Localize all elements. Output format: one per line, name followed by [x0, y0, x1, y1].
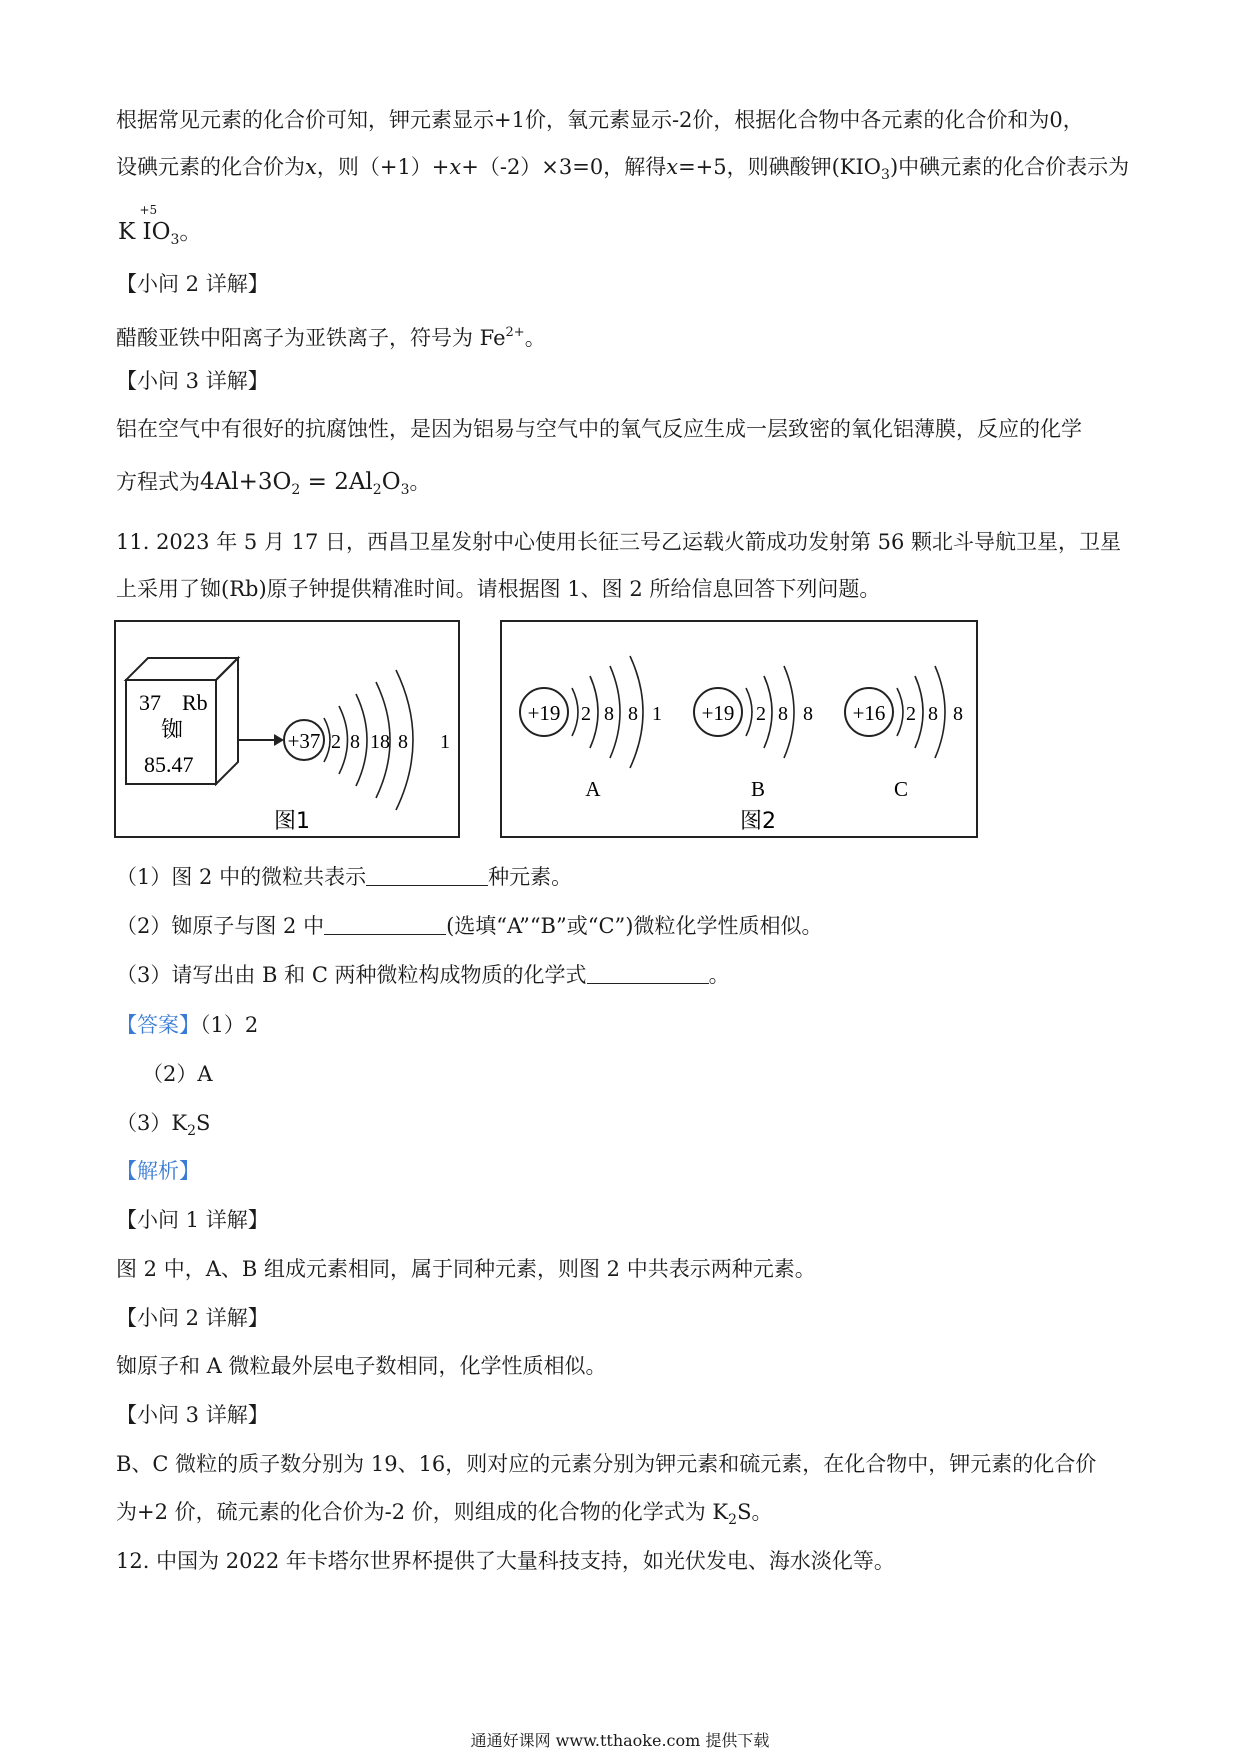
electron-count: 8: [778, 703, 788, 725]
atomic-mass: 85.47: [144, 752, 194, 777]
figure-caption: 图2: [740, 809, 776, 834]
answer-label: 【答案】: [116, 1013, 200, 1037]
electron-count: 1: [652, 703, 662, 725]
particle-c: [845, 666, 963, 801]
particle-a: [520, 656, 662, 801]
electron-count: 2: [756, 703, 766, 725]
text-line: 铝在空气中有很好的抗腐蚀性，是因为铝易与空气中的氧气反应生成一层致密的氧化铝薄膜，反应的化学: [116, 417, 1082, 441]
nucleus-charge: +37: [287, 729, 321, 753]
question-12-text: 12. 中国为 2022 年卡塔尔世界杯提供了大量科技支持，如光伏发电、海水淡化等。: [116, 1549, 895, 1573]
text-line: B、C 微粒的质子数分别为 19、16，则对应的元素分别为钾元素和硫元素，在化合物中，钾元素的化合价: [116, 1452, 1097, 1476]
answer-blank: [366, 865, 488, 886]
text-line: 铷原子和 A 微粒最外层电子数相同，化学性质相似。: [116, 1354, 607, 1378]
question-11-text: 11. 2023 年 5 月 17 日，西昌卫星发射中心使用长征三号乙运载火箭成功发射第 56 颗北斗导航卫星，卫星: [116, 530, 1122, 554]
particle-b: [694, 666, 813, 801]
electron-count: 8: [953, 703, 963, 725]
page-footer: 通通好课网 www.tthaoke.com 提供下载: [470, 1731, 770, 1750]
arrow-head-icon: [274, 734, 284, 746]
atomic-number: 37: [139, 690, 161, 715]
answer-line: 【答案】（1）2: [116, 1013, 259, 1037]
text-line: 图 2 中，A、B 组成元素相同，属于同种元素，则图 2 中共表示两种元素。: [116, 1257, 816, 1281]
electron-count: 8: [350, 731, 360, 753]
valence-mark: +5: [139, 203, 158, 217]
electron-count: 2: [906, 703, 916, 725]
section-heading: 【小问 3 详解】: [116, 1403, 269, 1427]
sub-question-2: （2）铷原子与图 2 中 (选填“A”“B”或“C”)微粒化学性质相似。: [116, 914, 823, 938]
figure-2: [500, 620, 978, 838]
electron-count: 1: [440, 731, 450, 753]
electron-count: 8: [398, 731, 408, 753]
text-line: 根据常见元素的化合价可知，钾元素显示+1价，氧元素显示-2价，根据化合物中各元素的化合价和为0，: [116, 108, 1084, 132]
particle-label: B: [750, 777, 766, 801]
electron-count: 2: [581, 703, 591, 725]
text-line: 醋酸亚铁中阳离子为亚铁离子，符号为 $Fe^{2+}$。: [116, 325, 546, 350]
particle-label: C: [893, 777, 909, 801]
answer-blank: [324, 914, 446, 935]
figure-1: [114, 620, 460, 838]
particle-label: A: [585, 777, 601, 801]
section-heading: 【小问 2 详解】: [116, 1306, 269, 1330]
text-line: 设碘元素的化合价为x，则（+1）+x+（-2）×3=0，解得x=+5，则碘酸钾$(KIO_3)$中碘元素的化合价表示为: [116, 155, 1130, 183]
figure-caption: 图1: [274, 809, 310, 834]
sub-question-3: （3）请写出由 B 和 C 两种微粒构成物质的化学式 。: [116, 963, 730, 987]
element-symbol: Rb: [182, 690, 208, 715]
answer-blank: [587, 963, 709, 984]
nucleus-charge: +19: [527, 701, 561, 725]
section-heading: 【小问 1 详解】: [116, 1208, 269, 1232]
section-heading: 【小问 2 详解】: [116, 272, 269, 296]
electron-count: 18: [370, 731, 390, 753]
electron-count: 8: [628, 703, 638, 725]
analysis-label: 【解析】: [116, 1159, 200, 1183]
answer-line: （2）A: [142, 1062, 213, 1086]
element-name: 铷: [161, 718, 184, 743]
electron-count: 2: [331, 731, 341, 753]
nucleus-charge: +19: [701, 701, 735, 725]
nucleus-charge: +16: [852, 701, 886, 725]
sub-question-1: （1）图 2 中的微粒共表示 种元素。: [116, 865, 573, 889]
question-11-text: 上采用了铷(Rb)原子钟提供精准时间。请根据图 1、图 2 所给信息回答下列问题。: [116, 577, 881, 601]
kio3-formula: K +5 $IO_3$。: [118, 217, 202, 255]
section-heading: 【小问 3 详解】: [116, 369, 269, 393]
electron-count: 8: [604, 703, 614, 725]
electron-count: 8: [803, 703, 813, 725]
answer-line: $(3)K_2S$: [116, 1111, 211, 1139]
electron-count: 8: [928, 703, 938, 725]
text-line: 为+2 价，硫元素的化合价为-2 价，则组成的化合物的化学式为 $K_2S$。: [116, 1500, 773, 1528]
equation-line: 方程式为$4Al+3O_2 = 2Al_2O_3$。: [116, 469, 431, 498]
